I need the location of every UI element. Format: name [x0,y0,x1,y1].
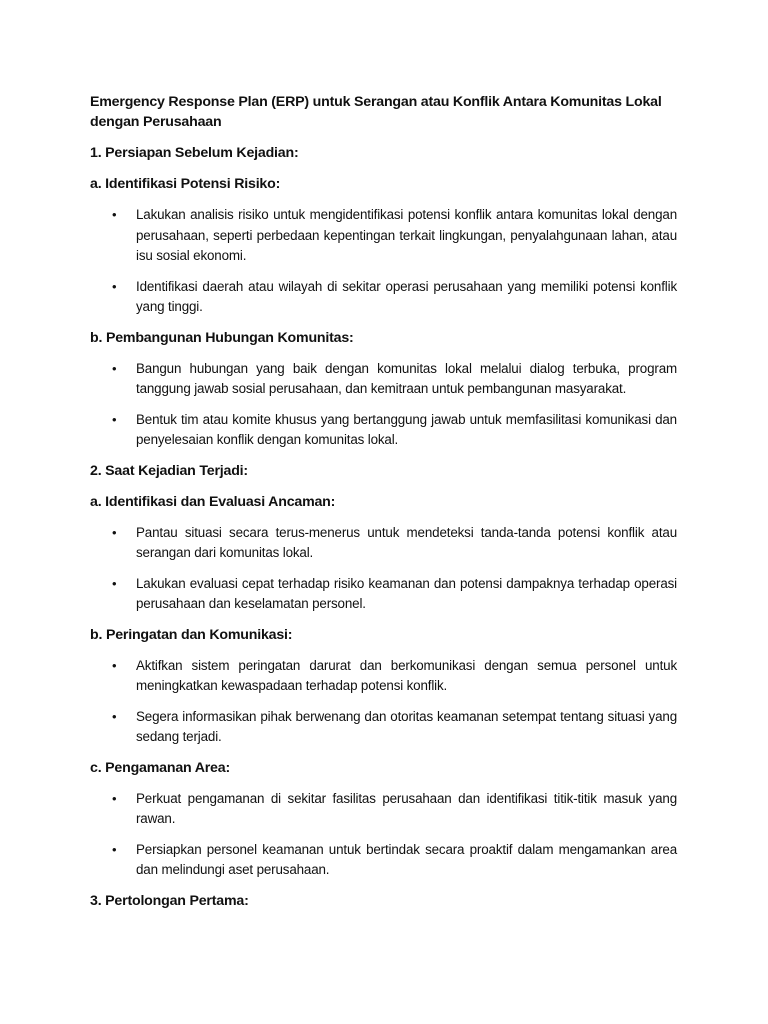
list-item-text: Pantau situasi secara terus-menerus untuk mendeteksi tanda-tanda potensi konflik atau serangan dari komunitas lokal. [136,524,677,560]
bullet-list-2b [90,656,677,748]
bullet-icon: • [112,524,117,540]
section-heading-3: 3. Pertolongan Pertama: [90,892,249,909]
list-item [90,840,677,881]
list-item-text: Identifikasi daerah atau wilayah di sekitar operasi perusahaan yang memiliki potensi konflik yang tinggi. [136,278,677,314]
list-item [90,205,677,267]
subsection-heading-1b: b. Pembangunan Hubungan Komunitas: [90,329,354,346]
list-item [90,789,677,830]
bullet-icon: • [112,278,117,294]
list-item-text: Bangun hubungan yang baik dengan komunitas lokal melalui dialog terbuka, program tanggung jawab sosial perusahaan, dan kemitraan untuk pembangunan masyarakat. [136,360,677,396]
bullet-icon: • [112,575,117,591]
bullet-icon: • [112,657,117,673]
bullet-icon: • [112,207,117,222]
list-item [90,359,677,400]
section-heading-1: 1. Persiapan Sebelum Kejadian: [90,145,299,161]
list-item [90,656,677,697]
subsection-heading-1a: a. Identifikasi Potensi Risiko: [90,176,281,192]
section-heading-2: 2. Saat Kejadian Terjadi: [90,462,248,479]
list-item-text: Lakukan evaluasi cepat terhadap risiko keamanan dan potensi dampaknya terhadap operasi perusahaan dan keselamatan personel. [136,575,677,611]
bullet-list-2c [90,789,677,881]
list-item-text: Lakukan analisis risiko untuk mengidentifikasi potensi konflik antara komunitas lokal dengan perusahaan, seperti perbedaan kepentingan terkait lingkungan, penyalahgunaan lahan, atau isu sosial ekonomi. [136,207,677,263]
bullet-list-1b [90,359,677,451]
list-item-text: Perkuat pengamanan di sekitar fasilitas perusahaan dan identifikasi titik-titik masuk yang rawan. [136,790,677,826]
bullet-icon: • [112,360,117,376]
list-item [90,523,677,564]
document-page [90,92,677,922]
list-item [90,410,677,451]
list-item-text: Aktifkan sistem peringatan darurat dan berkomunikasi dengan semua personel untuk meningkatkan kewaspadaan terhadap potensi konflik. [136,657,677,693]
bullet-list-1a [90,205,677,318]
list-item-text: Bentuk tim atau komite khusus yang bertanggung jawab untuk memfasilitasi komunikasi dan penyelesaian konflik dengan komunitas lokal. [136,411,677,447]
list-item-text: Persiapkan personel keamanan untuk bertindak secara proaktif dalam mengamankan area dan melindungi aset perusahaan. [136,841,677,877]
list-item-text: Segera informasikan pihak berwenang dan otoritas keamanan setempat tentang situasi yang sedang terjadi. [136,708,677,744]
list-item [90,707,677,748]
bullet-icon: • [112,411,117,427]
subsection-heading-2b: b. Peringatan dan Komunikasi: [90,626,293,643]
bullet-icon: • [112,841,117,857]
subsection-heading-2c: c. Pengamanan Area: [90,759,230,776]
subsection-heading-2a: a. Identifikasi dan Evaluasi Ancaman: [90,493,336,510]
list-item [90,277,677,318]
bullet-icon: • [112,790,117,806]
list-item [90,574,677,615]
document-title: Emergency Response Plan (ERP) untuk Serangan atau Konflik Antara Komunitas Lokal dengan Perusahaan [90,94,662,130]
bullet-list-2a [90,523,677,615]
bullet-icon: • [112,708,117,724]
